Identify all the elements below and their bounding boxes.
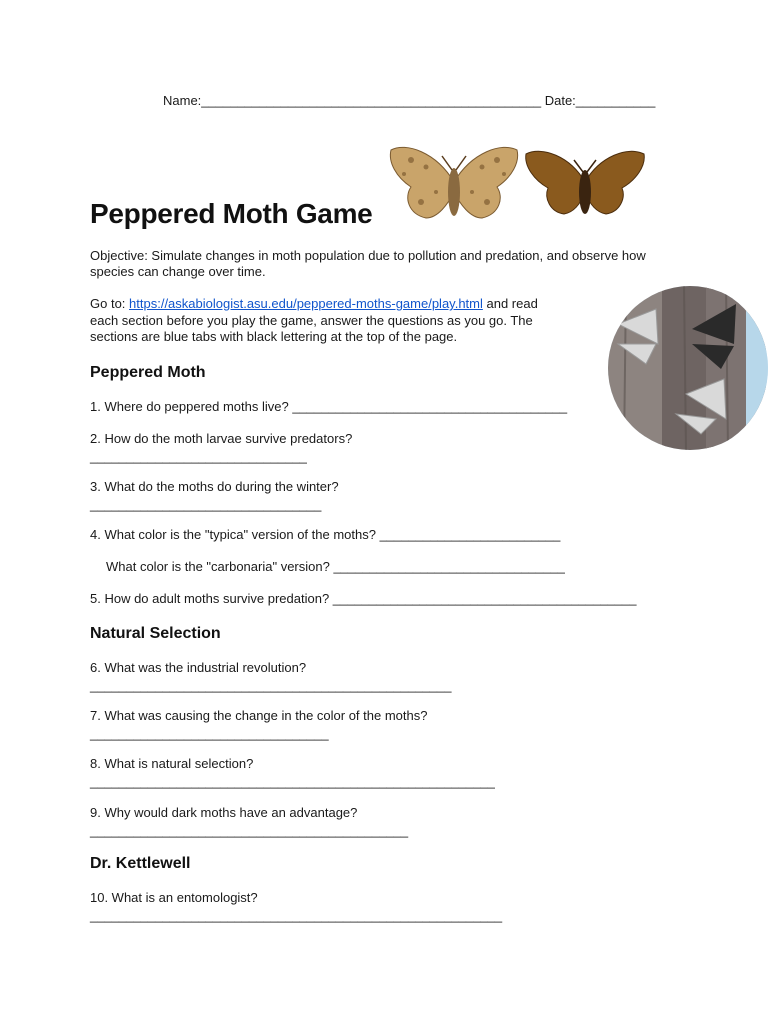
answer-line-10: _________________________________________________________ xyxy=(90,908,503,923)
question-4: 4. What color is the "typica" version of the moths? _________________________ xyxy=(90,527,561,542)
section-heading-natural-selection: Natural Selection xyxy=(90,625,221,642)
section-heading-peppered-moth: Peppered Moth xyxy=(90,364,206,381)
goto-line-2: each section before you play the game, answer the questions as you go. The xyxy=(90,313,533,328)
tree-bark-moths-image xyxy=(606,284,768,452)
answer-line-6: __________________________________________________ xyxy=(90,678,452,693)
question-5: 5. How do adult moths survive predation? __________________________________________ xyxy=(90,591,637,606)
question-7: 7. What was causing the change in the color of the moths? xyxy=(90,708,428,723)
answer-line-7: _________________________________ xyxy=(90,726,329,741)
answer-line-2: ______________________________ xyxy=(90,449,307,464)
dark-moth-image xyxy=(522,144,648,222)
game-link[interactable]: https://askabiologist.asu.edu/peppered-moths-game/play.html xyxy=(129,296,483,311)
page-title: Peppered Moth Game xyxy=(90,198,373,229)
goto-after-link: and read xyxy=(482,296,538,311)
question-6: 6. What was the industrial revolution? xyxy=(90,660,307,675)
answer-line-9: ____________________________________________ xyxy=(90,823,409,838)
goto-line-1 xyxy=(90,296,538,312)
question-1: 1. Where do peppered moths live? ______________________________________ xyxy=(90,399,568,414)
answer-line-3: ________________________________ xyxy=(90,497,322,512)
objective-text: Objective: Simulate changes in moth population due to pollution and predation, and observe how species can change over time. xyxy=(90,248,646,279)
section-heading-kettlewell: Dr. Kettlewell xyxy=(90,855,191,872)
light-moth-image xyxy=(386,142,522,224)
answer-line-8: ________________________________________________________ xyxy=(90,774,495,789)
question-9: 9. Why would dark moths have an advantage? xyxy=(90,805,358,820)
question-2: 2. How do the moth larvae survive predators? xyxy=(90,431,353,446)
question-4b: What color is the "carbonaria" version? ________________________________ xyxy=(106,559,565,574)
question-8: 8. What is natural selection? xyxy=(90,756,254,771)
name-date-line: Name:_______________________________________________ Date:___________ xyxy=(163,93,656,108)
goto-prefix: Go to: xyxy=(90,296,130,311)
goto-line-3: sections are blue tabs with black lettering at the top of the page. xyxy=(90,329,458,344)
question-10: 10. What is an entomologist? xyxy=(90,890,258,905)
question-3: 3. What do the moths do during the winter? xyxy=(90,479,339,494)
